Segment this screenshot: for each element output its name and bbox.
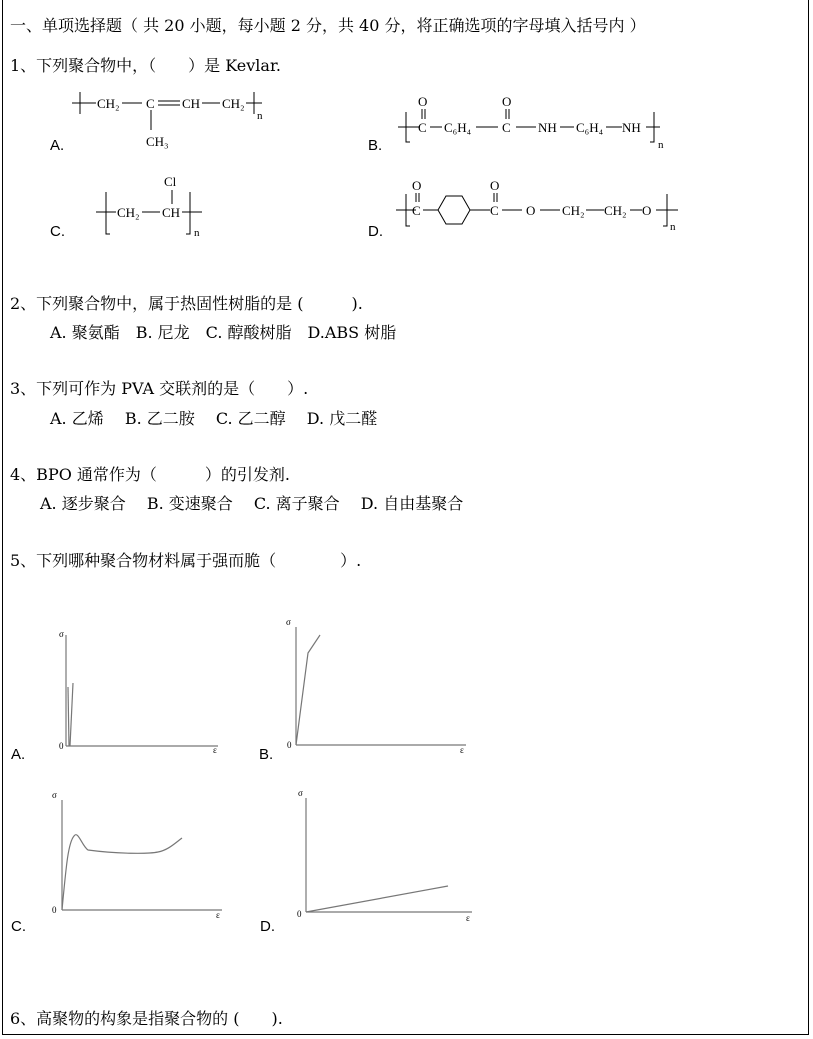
origin-label: 0 xyxy=(59,741,64,751)
question-6-stem: 6、高聚物的构象是指聚合物的 ( ). xyxy=(10,1009,283,1028)
group-text: CH₂ xyxy=(117,205,140,220)
group-text: O xyxy=(490,178,500,193)
group-text: CH₂ xyxy=(97,96,120,111)
group-text: C xyxy=(502,120,511,135)
y-axis-label: σ xyxy=(286,617,291,627)
group-text: CH₂ xyxy=(604,203,627,218)
x-axis-label: ε xyxy=(460,745,464,755)
q5-graph-b xyxy=(282,613,472,758)
benzene-ring-icon xyxy=(438,196,470,224)
stress-strain-curve xyxy=(68,687,69,746)
group-text: CH₂ xyxy=(562,203,585,218)
q1-structure-c xyxy=(94,170,214,240)
stress-strain-curve xyxy=(306,886,448,912)
group-text: n xyxy=(658,139,664,151)
group-text: C xyxy=(418,120,427,135)
question-5-stem: 5、下列哪种聚合物材料属于强而脆（ ）. xyxy=(10,551,362,570)
stress-strain-curve xyxy=(62,835,182,910)
y-axis-label: σ xyxy=(298,788,303,798)
origin-label: 0 xyxy=(287,740,292,750)
group-text: O xyxy=(642,203,652,218)
q1-option-a-label: A. xyxy=(50,137,65,154)
question-1-stem: 1、下列聚合物中，（ ）是 Kevlar. xyxy=(10,56,281,75)
group-text: O xyxy=(412,178,422,193)
question-4-stem: 4、BPO 通常作为（ ）的引发剂. xyxy=(10,465,290,484)
question-3-stem: 3、下列可作为 PVA 交联剂的是（ ）. xyxy=(10,379,309,398)
group-text: O xyxy=(418,94,428,109)
question-2-options: A. 聚氨酯 B. 尼龙 C. 醇酸树脂 D.ABS 树脂 xyxy=(50,323,397,342)
q5-graph-a-label: A. xyxy=(11,746,26,763)
q5-graph-c xyxy=(48,788,233,923)
group-text: n xyxy=(670,221,676,233)
group-text: C₆H₄ xyxy=(444,120,472,135)
q5-graph-c-label: C. xyxy=(11,918,26,935)
group-text: O xyxy=(526,203,536,218)
q5-graph-d-label: D. xyxy=(260,918,275,935)
q5-graph-d xyxy=(292,784,482,924)
group-text: CH₃ xyxy=(146,134,169,149)
group-text: C xyxy=(146,96,155,111)
y-axis-label: σ xyxy=(59,629,64,639)
origin-label: 0 xyxy=(297,909,302,919)
group-text: CH xyxy=(182,96,201,111)
group-text: Cl xyxy=(164,174,177,189)
q1-option-d-label: D. xyxy=(368,223,383,240)
q1-structure-a xyxy=(70,86,280,156)
origin-label: 0 xyxy=(52,905,57,915)
x-axis-label: ε xyxy=(216,910,220,920)
group-text: C xyxy=(412,203,421,218)
q1-option-c-label: C. xyxy=(50,223,65,240)
group-text: C xyxy=(490,203,499,218)
section-title: 一、单项选择题（ 共 20 小题，每小题 2 分，共 40 分，将正确选项的字母填入括号内 ） xyxy=(10,16,646,35)
group-text: n xyxy=(257,110,263,122)
x-axis-label: ε xyxy=(466,913,470,923)
question-2-stem: 2、下列聚合物中，属于热固性树脂的是 ( ). xyxy=(10,294,363,313)
q1-option-b-label: B. xyxy=(368,137,383,154)
group-text: CH₂ xyxy=(222,96,245,111)
q5-graph-b-label: B. xyxy=(259,746,274,763)
question-3-options: A. 乙烯 B. 乙二胺 C. 乙二醇 D. 戊二醛 xyxy=(50,409,378,428)
group-text: NH xyxy=(622,120,641,135)
q1-structure-b xyxy=(396,94,676,154)
group-text: CH xyxy=(162,205,181,220)
group-text: C₆H₄ xyxy=(576,120,604,135)
group-text: n xyxy=(194,227,200,239)
question-4-options: A. 逐步聚合 B. 变速聚合 C. 离子聚合 D. 自由基聚合 xyxy=(40,494,464,513)
group-text: O xyxy=(502,94,512,109)
x-axis-label: ε xyxy=(213,745,217,755)
group-text: NH xyxy=(538,120,557,135)
q1-structure-d xyxy=(394,178,684,238)
y-axis-label: σ xyxy=(52,790,57,800)
stress-strain-curve xyxy=(296,635,320,745)
q5-graph-a xyxy=(52,625,232,760)
